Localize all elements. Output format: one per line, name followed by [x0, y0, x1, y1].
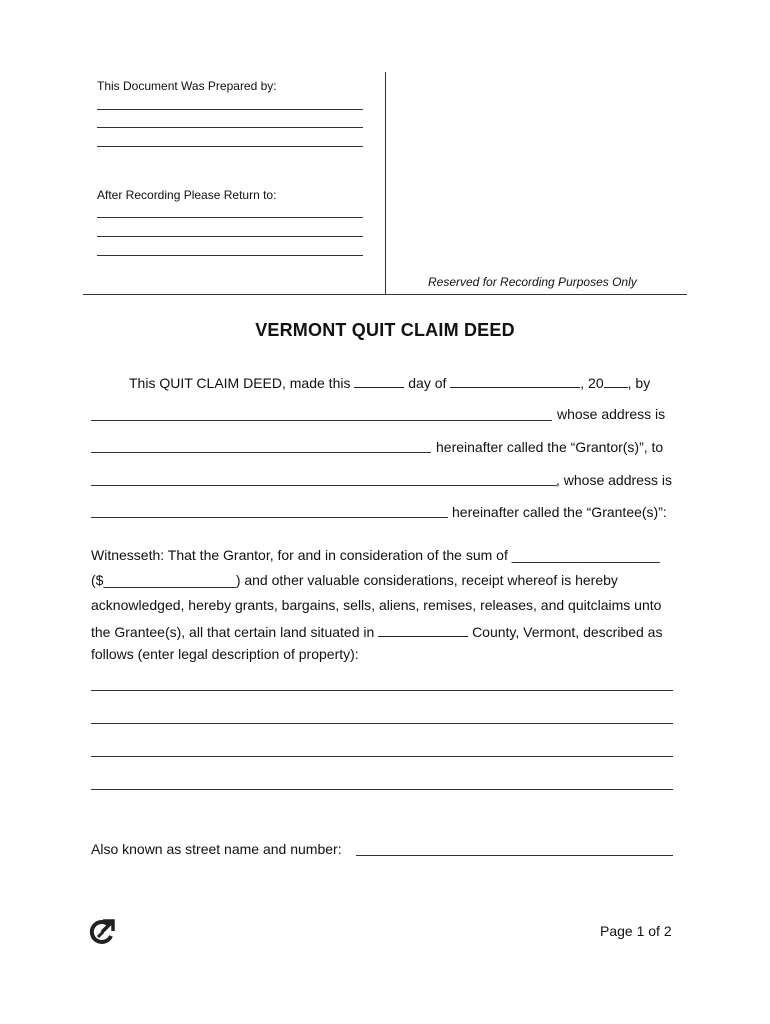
- grantor-name-field[interactable]: [91, 420, 552, 421]
- prepared-by-label: This Document Was Prepared by:: [97, 79, 277, 93]
- prepared-by-line-1[interactable]: [97, 109, 363, 110]
- grantee-name-field[interactable]: [91, 485, 557, 486]
- intro-text-c: , 20: [580, 375, 604, 391]
- intro-text-a: This QUIT CLAIM DEED, made this: [129, 375, 351, 391]
- witnesseth-line-4: [91, 622, 662, 640]
- eforms-logo-icon: [89, 917, 117, 947]
- witnesseth-line-3: acknowledged, hereby grants, bargains, sells, aliens, remises, releases, and quitclaims unto: [91, 597, 662, 613]
- legal-description-line-1[interactable]: [91, 690, 673, 691]
- page-number: Page 1 of 2: [600, 923, 672, 939]
- witnesseth-line-1: Witnesseth: That the Grantor, for and in consideration of the sum of ___________________: [91, 547, 660, 563]
- header-divider-vertical: [385, 72, 386, 294]
- intro-line-3: hereinafter called the “Grantor(s)”, to: [436, 439, 664, 455]
- return-to-line-3[interactable]: [97, 255, 363, 256]
- intro-text-d: , by: [627, 375, 651, 391]
- witnesseth-text-b: County, Vermont, described as: [472, 624, 663, 640]
- intro-line-4: , whose address is: [556, 472, 672, 488]
- witnesseth-text-a: the Grantee(s), all that certain land situated in: [91, 624, 375, 640]
- witnesseth-line-2: ($_________________) and other valuable considerations, receipt whereof is hereby: [91, 572, 618, 588]
- legal-description-line-4[interactable]: [91, 789, 673, 790]
- header-divider-horizontal: [83, 294, 687, 295]
- legal-description-line-3[interactable]: [91, 756, 673, 757]
- grantor-address-field[interactable]: [91, 452, 431, 453]
- return-to-label: After Recording Please Return to:: [97, 188, 277, 202]
- intro-text-b: day of: [408, 375, 447, 391]
- prepared-by-line-3[interactable]: [97, 146, 363, 147]
- street-field[interactable]: [356, 855, 673, 856]
- year-field[interactable]: [604, 373, 628, 388]
- prepared-by-line-2[interactable]: [97, 127, 363, 128]
- intro-line-5: hereinafter called the “Grantee(s)”:: [452, 504, 667, 520]
- page-title: VERMONT QUIT CLAIM DEED: [255, 320, 515, 340]
- witnesseth-line-5: follows (enter legal description of property):: [91, 646, 359, 662]
- county-field[interactable]: [378, 622, 468, 637]
- street-label: Also known as street name and number:: [91, 841, 342, 857]
- legal-description-line-2[interactable]: [91, 723, 673, 724]
- return-to-line-2[interactable]: [97, 236, 363, 237]
- intro-line-1: [129, 373, 650, 391]
- day-field[interactable]: [354, 373, 404, 388]
- return-to-line-1[interactable]: [97, 217, 363, 218]
- grantee-address-field[interactable]: [91, 517, 448, 518]
- reserved-label: Reserved for Recording Purposes Only: [428, 275, 637, 289]
- intro-line-2: whose address is: [557, 406, 666, 422]
- month-field[interactable]: [450, 373, 580, 388]
